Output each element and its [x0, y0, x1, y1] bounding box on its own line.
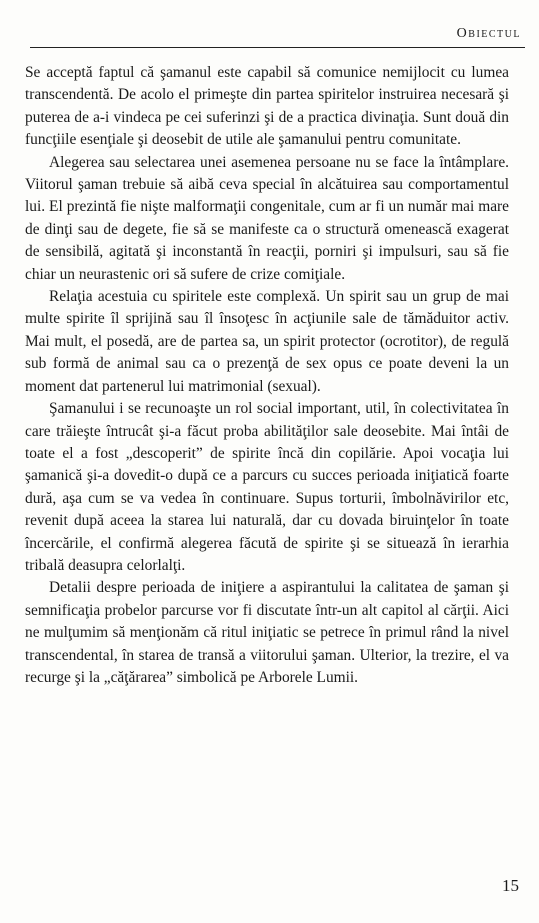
paragraph: Relaţia acestuia cu spiritele este complexă. Un spirit sau un grup de mai multe spirite îl sprijină sau îl însoţesc în acţiunile sale de tămăduitor activ. Mai mult, el posedă, are de partea sa, un spirit protector (ocrotitor), de regulă sub formă de animal sau ca o prezenţă de sex opus ce poate deveni la un moment dat partenerul lui matrimonial (sexual). [25, 288, 509, 395]
paragraph: Alegerea sau selectarea unei asemenea persoane nu se face la întâmplare. Viitorul şaman trebuie să aibă ceva special în alcătuirea sau comportamentul lui. El prezintă fie nişte malformaţii congenitale, cum ar fi un număr mai mare de dinţi sau de degete, fie să se manifeste ca o structură omenească exagerat de sensibilă, agitată şi inconstantă în reacţii, porniri şi impulsuri, sau să fie chiar un neurastenic ori să sufere de crize comiţiale. [25, 153, 509, 283]
paragraph: Detalii despre perioada de iniţiere a aspirantului la calitatea de şaman şi semnificaţia probelor parcurse vor fi discutate într-un alt capitol al cărţii. Aici ne mulţumim să menţionăm că ritul iniţiatic se petrece în primul rând la nivel transcendental, în starea de transă a viitorului şaman. Ulterior, la trezire, el va recurge şi la „căţărarea” simbolică pe Arborele Lumii. [25, 579, 509, 686]
paragraph: Şamanului i se recunoaşte un rol social important, util, în colectivitatea în care trăieşte întrucât şi-a făcut proba abilităţilor sale deosebite. Mai întâi de toate el a fost „descoperit” de spirite încă din copilărie. Apoi vocaţia lui şamanică şi-a dovedit-o după ce a parcurs cu succes perioada iniţiatică foarte dură, aşa cum se va vedea în continuare. Supus torturii, îmbolnăvirilor etc, revenit după aceea la starea lui naturală, dar cu dovada biruinţelor în toate încercările, el confirmă alegerea făcută de spirite şi se situează în ierarhia tribală deasupra celorlalţi. [25, 400, 509, 574]
body-text [25, 62, 509, 689]
page-number: 15 [502, 876, 519, 895]
paragraph: Se acceptă faptul că şamanul este capabil să comunice nemijlocit cu lumea transcendentă. De acolo el primeşte din partea spiritelor instruirea necesară şi puterea de a-i vindeca pe cei suferinzi şi de a practica divinaţia. Sunt două din funcţiile esenţiale şi deosebit de utile ale şamanului pentru comunitate. [25, 64, 509, 149]
header-rule [30, 47, 525, 48]
running-head-title: Obiectul [456, 26, 521, 41]
